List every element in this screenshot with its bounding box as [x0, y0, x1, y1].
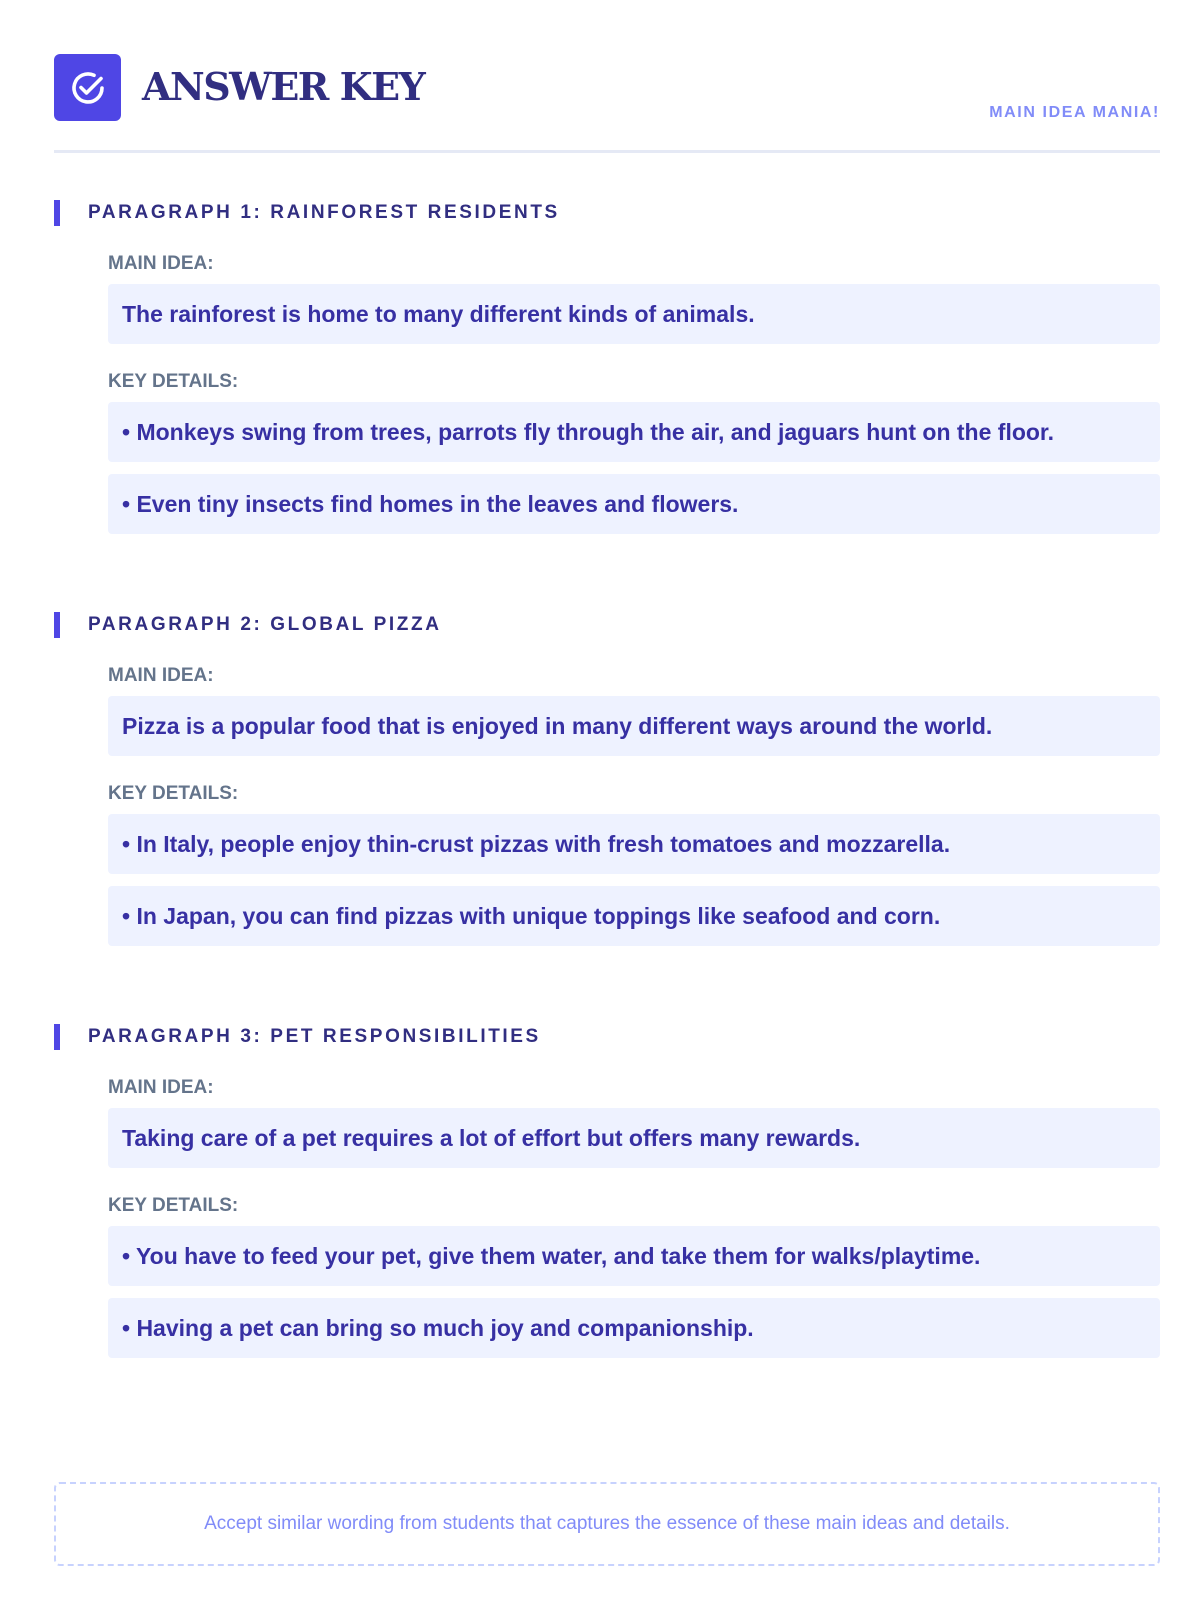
key-detail-answer: • Monkeys swing from trees, parrots fly through the air, and jaguars hunt on the floor.	[108, 402, 1160, 462]
section-heading	[54, 612, 1160, 638]
page-header	[54, 54, 1160, 153]
page-tagline: MAIN IDEA MANIA!	[989, 104, 1160, 121]
key-detail-answer: • You have to feed your pet, give them water, and take them for walks/playtime.	[108, 1226, 1160, 1286]
check-circle-icon	[54, 54, 121, 121]
key-detail-answer: • Even tiny insects find homes in the leaves and flowers.	[108, 474, 1160, 534]
key-detail-answer: • Having a pet can bring so much joy and companionship.	[108, 1298, 1160, 1358]
section-accent-bar	[54, 200, 60, 226]
paragraph-section-2	[54, 612, 1160, 946]
paragraph-section-1	[54, 200, 1160, 534]
key-detail-answer: • In Japan, you can find pizzas with unique toppings like seafood and corn.	[108, 886, 1160, 946]
section-heading	[54, 1024, 1160, 1050]
key-details-label: KEY DETAILS:	[108, 1195, 239, 1216]
section-heading	[54, 200, 1160, 226]
section-body	[108, 665, 1160, 946]
page-title: ANSWER KEY	[142, 64, 425, 109]
teacher-note: Accept similar wording from students that captures the essence of these main ideas and details.	[54, 1482, 1160, 1566]
section-body	[108, 1077, 1160, 1358]
key-details-label: KEY DETAILS:	[108, 371, 239, 392]
key-details-label: KEY DETAILS:	[108, 783, 239, 804]
key-detail-answer: • In Italy, people enjoy thin-crust pizzas with fresh tomatoes and mozzarella.	[108, 814, 1160, 874]
main-idea-label: MAIN IDEA:	[108, 665, 214, 686]
section-title: PARAGRAPH 2: GLOBAL PIZZA	[88, 614, 442, 635]
section-title: PARAGRAPH 3: PET RESPONSIBILITIES	[88, 1026, 541, 1047]
section-title: PARAGRAPH 1: RAINFOREST RESIDENTS	[88, 202, 560, 223]
section-accent-bar	[54, 1024, 60, 1050]
main-idea-label: MAIN IDEA:	[108, 1077, 214, 1098]
main-idea-answer: Taking care of a pet requires a lot of effort but offers many rewards.	[108, 1108, 1160, 1168]
paragraph-section-3	[54, 1024, 1160, 1358]
main-idea-answer: The rainforest is home to many different kinds of animals.	[108, 284, 1160, 344]
main-idea-label: MAIN IDEA:	[108, 253, 214, 274]
answer-key-page	[54, 54, 1160, 1534]
section-body	[108, 253, 1160, 534]
main-idea-answer: Pizza is a popular food that is enjoyed in many different ways around the world.	[108, 696, 1160, 756]
section-accent-bar	[54, 612, 60, 638]
